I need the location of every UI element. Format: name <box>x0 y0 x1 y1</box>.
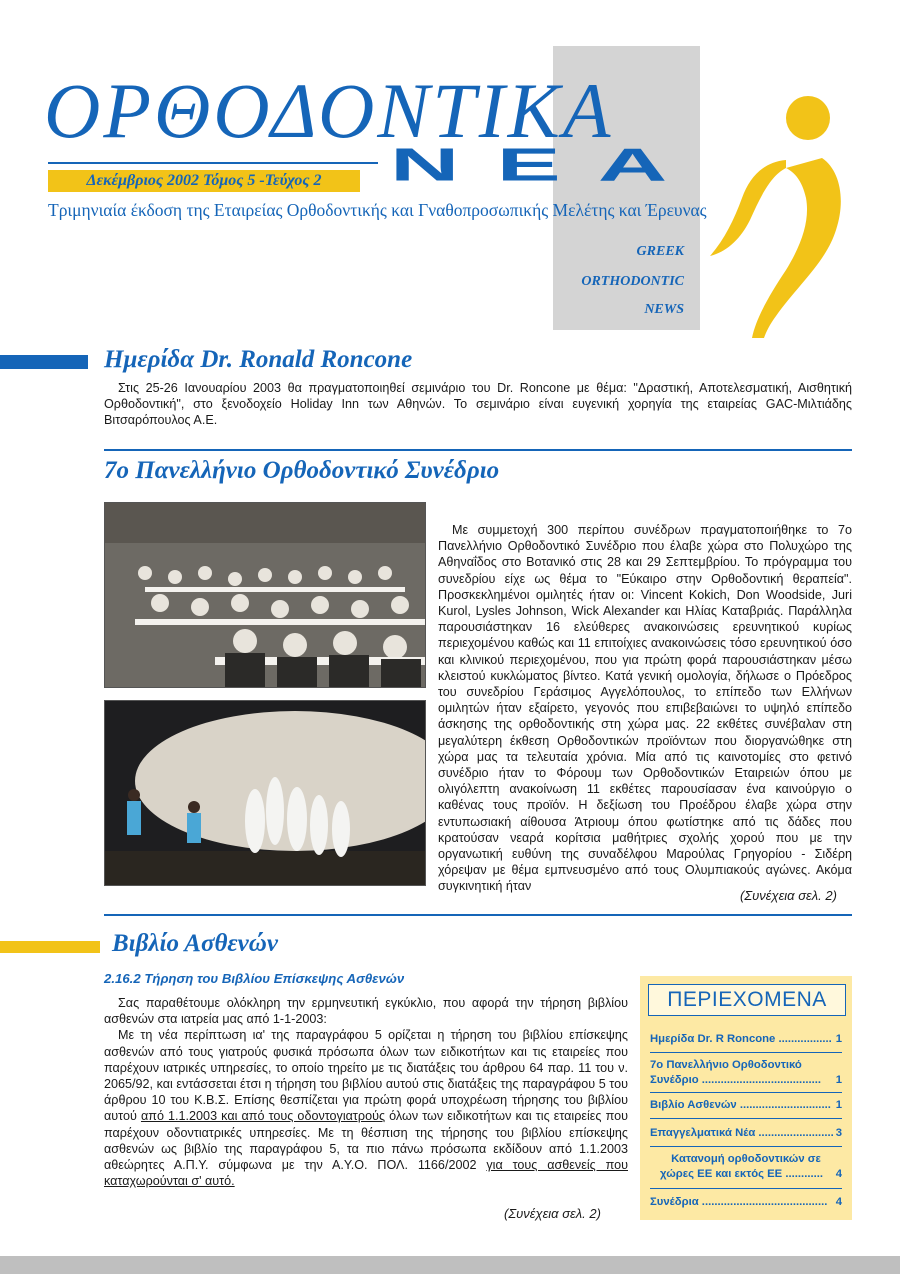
patients-subheading: 2.16.2 Τήρηση του Βιβλίου Επίσκεψης Ασθενών <box>104 971 405 986</box>
conference-audience-photo <box>104 502 426 688</box>
newsletter-title: ΟΡΘΟΔΟΝΤΙΚΑ <box>44 67 614 154</box>
footer-band <box>0 1256 900 1274</box>
patients-book-heading: Βιβλίο Ασθενών <box>112 930 278 957</box>
contents-item[interactable]: 7ο Πανελλήνιο Ορθοδοντικό Συνέδριο ...................................... 1 <box>650 1059 842 1086</box>
patients-text: Σας παραθέτουμε ολόκληρη την ερμηνευτική εγκύκλιο, που αφορά την τήρηση βιβλίου ασθενών στα ιατρεία μας από 1-1-2003: Με τη νέα περίπτωση ια' της παραγράφου 5 ορίζεται η τήρηση του βιβλίου επίσκεψης ασθενών από τους γιατρούς φυσικά πρόσωπα όλων των ειδικοτήτων και τις εταιρείες που παρέχουν ιατρικές υπηρεσίες, το οποίο τηρείτο με τις διατάξεις του άρθρου 64 παρ. 11 του ν. 2065/92, και εντάσσεται έτσι η τήρηση του βιβλίου αυτού στις διατάξεις της παραγράφου 5 του άρθρου 10 του Κ.Β.Σ. Επίσης θεσπίζεται για πρώτη φορά υποχρέωση τήρησης του βιβλίου αυτού από 1.1.2003 και από τους οδοντογιατρούς όλων των ειδικοτήτων και τις εταιρείες που παρέχουν οδοντιατρικές υπηρεσίες. Με τη θέσπιση της τήρησης του βιβλίου επίσκεψης ασθενών ως βιβλίο της παραγράφου 5, τα πιο πάνω πρόσωπα εκδίδουν από 1.1.2003 αθεώρητες Α.Π.Υ. σύμφωνα με την Α.Υ.Ο. ΠΟΛ. 1166/2002 για τους ασθενείς που καταχωρούνται σ' αυτό. <box>104 996 628 1189</box>
newsletter-subtitle: Τριμηνιαία έκδοση της Εταιρείας Ορθοδοντικής και Γναθοπροσωπικής Μελέτης και Έρευνας <box>48 200 707 220</box>
underlined-phrase-1: από 1.1.2003 και από τους οδοντογιατρούς <box>140 1109 386 1124</box>
contents-item[interactable]: Συνέδρια ........................................ 4 <box>650 1196 842 1208</box>
newsletter-title-nea: ΝΕΑ <box>390 139 705 191</box>
congress-text: Με συμμετοχή 300 περίπου συνέδρων πραγματοποιήθηκε το 7ο Πανελλήνιο Ορθοδοντικό Συνέδριο που έλαβε χώρα στο Πολυχώρο της Αθηναΐδος στο Βοτανικό στις 28 και 29 Σεπτεμβρίου. Το πρόγραμμα του συνεδρίου είχε ως θέμα το "Εύκαιρο στην Ορθοδοντική θεραπεία". Προσκεκλημένοι ομιλητές ήταν οι: Vincent Kokich, Don Woodside, Juri Kurol, Lysles Johnson, Wick Alexander και Ηλίας Καταβριάς. Παράλληλα παρουσιάστηκαν 16 ελεύθερες ανακοινώσεις ερευνητικού κυρίως περιεχομένου καθώς και 11 επιτοίχιες ανακοινώσεις τόσο ερευνητικού όσο και κλινικού περιεχομένου, που για πρώτη φορά παρουσιάστηκαν μέσω κλειστού κυκλώματος βίντεο. Κατά γενική ομολογία, δήλωσε ο Πρόεδρος του συνεδρίου Γεράσιμος Αγγελόπουλος, το επίπεδο των Ελλήνων ομιλητών ήταν εξαίρετο, γεγονός που επιβεβαιώνει το υψηλό επίπεδο άσκησης της ορθοδοντικής στη χώρα μας. 22 εκθέτες συνέβαλαν στη μεγαλύτερη έκθεση Ορθοδοντικών προϊόντων που διοργανώθηκε στη χώρα μας τα τελευταία χρόνια. Μία από τις καινοτομίες στο φετινό συνέδριο ήταν το Φόρουμ των Ορθοδοντικών Εταιρειών όπου με ολιγόλεπτη ανακοίνωση 11 εκθέτες παρουσίασαν ένα καινούργιο ο καθένας τους προϊόν. Η δεξίωση του Προέδρου έλαβε χώρα στην εντυπωσιακή αίθουσα Άτριουμ όπου φωτίστηκε από τις δάδες που κρατούσαν νεαρά κορίτσια μαθήτριες σχολής χορού που με την οργανωτική ευθύνη της συναδέλφου Μαρούλας Γρηγορίου - Σιδέρη χόρεψαν με θέμα εμπνευσμένο από τους Ολυμπιακούς αγώνες. Ακόμα συγκινητική ήταν <box>438 523 852 894</box>
english-title-line-1: GREEK <box>636 244 684 259</box>
contents-item[interactable]: Ημερίδα Dr. R Roncone ................. 1 <box>650 1033 842 1045</box>
contents-divider <box>650 1118 842 1119</box>
contents-divider <box>650 1188 842 1189</box>
contents-item[interactable]: Επαγγελματικά Νέα ........................ 3 <box>650 1127 842 1139</box>
issue-date: Δεκέμβριος 2002 Τόμος 5 -Τεύχος 2 <box>86 172 322 189</box>
congress-heading: 7ο Πανελλήνιο Ορθοδοντικό Συνέδριο <box>104 457 500 484</box>
english-title-line-3: NEWS <box>644 302 684 317</box>
section-marker-bar-yellow <box>0 941 100 953</box>
english-title-line-2: ORTHODONTIC <box>581 274 684 289</box>
congress-continued: (Συνέχεια σελ. 2) <box>740 888 837 903</box>
dancers-photo <box>104 700 426 886</box>
yellow-figure-logo-icon <box>690 80 870 340</box>
contents-item[interactable]: Κατανομή ορθοδοντικών σε χώρες ΕΕ και εκτός ΕΕ ............ 4 <box>660 1153 842 1180</box>
section-divider <box>104 449 852 451</box>
title-rule <box>48 162 378 164</box>
contents-divider <box>650 1092 842 1093</box>
contents-title: ΠΕΡΙΕΧΟΜΕΝΑ <box>648 984 846 1016</box>
section-divider-2 <box>104 914 852 916</box>
seminar-heading: Ημερίδα Dr. Ronald Roncone <box>104 346 413 373</box>
contents-divider <box>650 1146 842 1147</box>
contents-divider <box>650 1052 842 1053</box>
underlined-phrase-2: για τους ασθενείς που καταχωρούνται σ' αυτό. <box>104 1158 628 1189</box>
patients-continued: (Συνέχεια σελ. 2) <box>504 1206 601 1221</box>
seminar-text: Στις 25-26 Ιανουαρίου 2003 θα πραγματοποιηθεί σεμινάριο του Dr. Roncone με θέμα: "Δραστική, Αποτελεσματική, Αισθητική Ορθοδοντική", στο ξενοδοχείο Holiday Inn των Αθηνών. Το σεμινάριο είναι ευγενική χορηγία της εταιρείας GAC-Μιλτιάδης Βιτσαρόπουλος Α.Ε. <box>104 381 852 428</box>
contents-item[interactable]: Βιβλίο Ασθενών ............................. 1 <box>650 1099 842 1111</box>
section-marker-bar <box>0 355 88 369</box>
